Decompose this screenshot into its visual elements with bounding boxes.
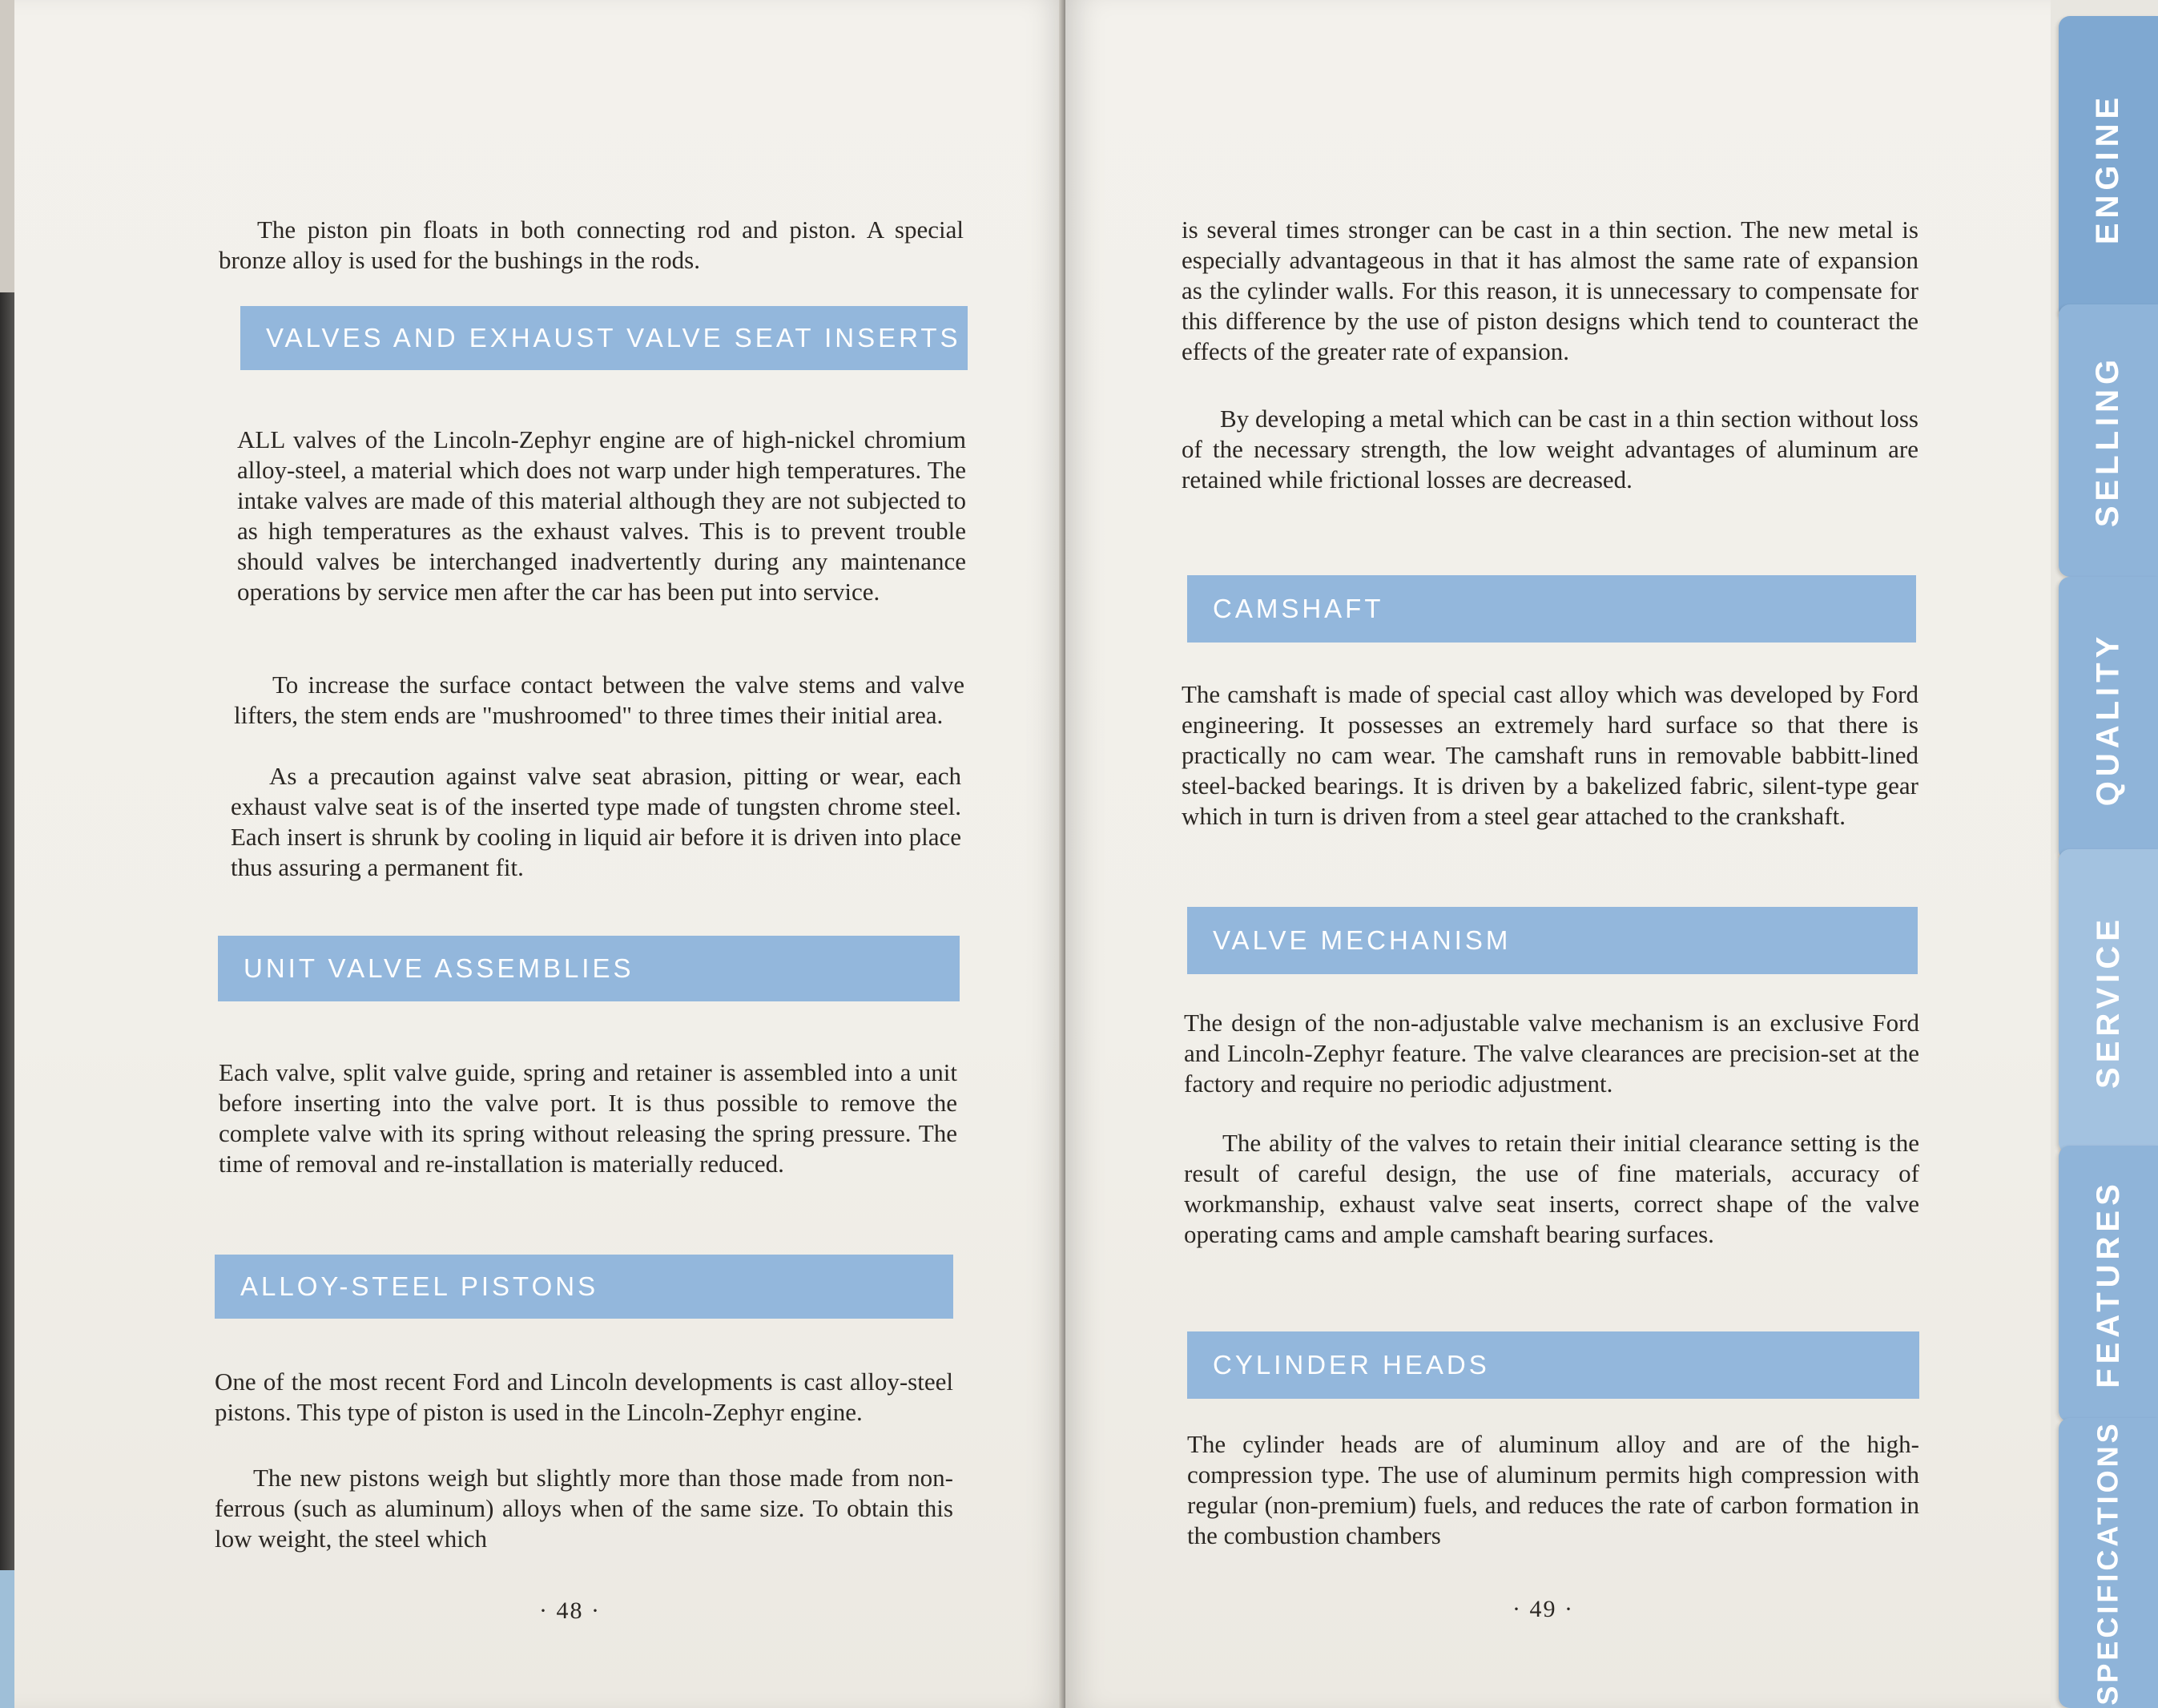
tab-quality[interactable]	[2059, 577, 2158, 861]
pistons-paragraph-1: One of the most recent Ford and Lincoln developments is cast alloy-steel pistons. This type of piston is used in the Lincoln-Zephyr engine.	[215, 1368, 953, 1426]
tab-specifications-label: SPECIFICATIONS	[2092, 1420, 2125, 1706]
section-header-cylinder-heads: CYLINDER HEADS	[1187, 1331, 1919, 1399]
tab-service-label: SERVICE	[2090, 914, 2126, 1089]
section-header-valves: VALVES AND EXHAUST VALVE SEAT INSERTS	[240, 306, 968, 370]
tab-quality-label: QUALITY	[2090, 631, 2126, 807]
valve-mechanism-paragraph-2: The ability of the valves to retain their initial clearance setting is the result of careful design, the use of fine materials, accuracy of workmanship, exhaust valve seat inserts, correct shape of the valve operating cams and ample camshaft bearing surfaces.	[1184, 1129, 1919, 1248]
valves-paragraph-2: To increase the surface contact between the valve stems and valve lifters, the stem ends are "mushroomed" to three times their initial area.	[234, 671, 964, 729]
tab-selling-label: SELLING	[2090, 354, 2126, 527]
tab-features[interactable]	[2059, 1146, 2158, 1422]
valves-paragraph-3: As a precaution against valve seat abrasion, pitting or wear, each exhaust valve seat is of the inserted type made of tungsten chrome steel. Each insert is shrunk by cooling in liquid air before it is driven into place thus assuring a permanent fit.	[231, 762, 961, 881]
page-number-left: · 48 ·	[539, 1597, 601, 1624]
left-intro-paragraph: The piston pin floats in both connecting rod and piston. A special bronze alloy is used for the bushings in the rods.	[219, 216, 964, 274]
section-header-unit-valve: UNIT VALVE ASSEMBLIES	[218, 936, 960, 1001]
cylinder-heads-paragraph: The cylinder heads are of aluminum alloy and are of the high-compression type. The use of aluminum permits high compression with regular (non-premium) fuels, and reduces the rate of carbon formation in the combustion chambers	[1187, 1430, 1919, 1549]
section-header-pistons: ALLOY-STEEL PISTONS	[215, 1255, 953, 1319]
right-intro-paragraph-2: By developing a metal which can be cast in a thin section without loss of the necessary strength, the low weight advantages of aluminum are retained while frictional losses are decreased.	[1182, 405, 1918, 493]
section-header-camshaft: CAMSHAFT	[1187, 575, 1916, 643]
tab-features-label: FEATURES	[2090, 1179, 2126, 1388]
tab-engine-label: ENGINE	[2090, 92, 2126, 244]
section-header-valve-mechanism: VALVE MECHANISM	[1187, 907, 1918, 974]
tab-service[interactable]	[2059, 849, 2158, 1154]
pistons-paragraph-2: The new pistons weigh but slightly more than those made from non-ferrous (such as aluminum) alloys when of the same size. To obtain this low weight, the steel which	[215, 1464, 953, 1553]
page-number-right: · 49 ·	[1512, 1596, 1574, 1622]
tab-engine[interactable]	[2059, 16, 2158, 320]
tab-selling[interactable]	[2059, 304, 2158, 577]
camshaft-paragraph: The camshaft is made of special cast alloy which was developed by Ford engineering. It possesses an extremely hard surface so that there is practically no cam wear. The camshaft runs in removable babbitt-lined steel-backed bearings. It is driven by a bakelized fabric, silent-type gear which in turn is driven from a steel gear attached to the crankshaft.	[1182, 680, 1918, 830]
valve-mechanism-paragraph-1: The design of the non-adjustable valve mechanism is an exclusive Ford and Lincoln-Zephyr feature. The valve clearances are precision-set at the factory and require no periodic adjustment.	[1184, 1009, 1919, 1098]
tab-specifications[interactable]	[2059, 1418, 2158, 1708]
valves-paragraph-1: ALL valves of the Lincoln-Zephyr engine are of high-nickel chromium alloy-steel, a material which does not warp under high temperatures. The intake valves are made of this material although they are not subjected to as high temperatures as the exhaust valves. This is to prevent trouble should valves be interchanged inadvertently during any maintenance operations by service men after the car has been put into service.	[237, 425, 966, 606]
unit-valve-paragraph: Each valve, split valve guide, spring and retainer is assembled into a unit before inserting into the valve port. It is thus possible to remove the complete valve with its spring without releasing the spring pressure. The time of removal and re-installation is materially reduced.	[219, 1058, 957, 1178]
right-page	[1065, 0, 2067, 1708]
right-intro-paragraph-1: is several times stronger can be cast in a thin section. The new metal is especially advantageous in that it has almost the same rate of expansion as the cylinder walls. For this reason, it is unnecessary to compensate for this difference by the use of piston designs which tend to counteract the effects of the greater rate of expansion.	[1182, 216, 1918, 365]
left-page	[14, 0, 1065, 1708]
